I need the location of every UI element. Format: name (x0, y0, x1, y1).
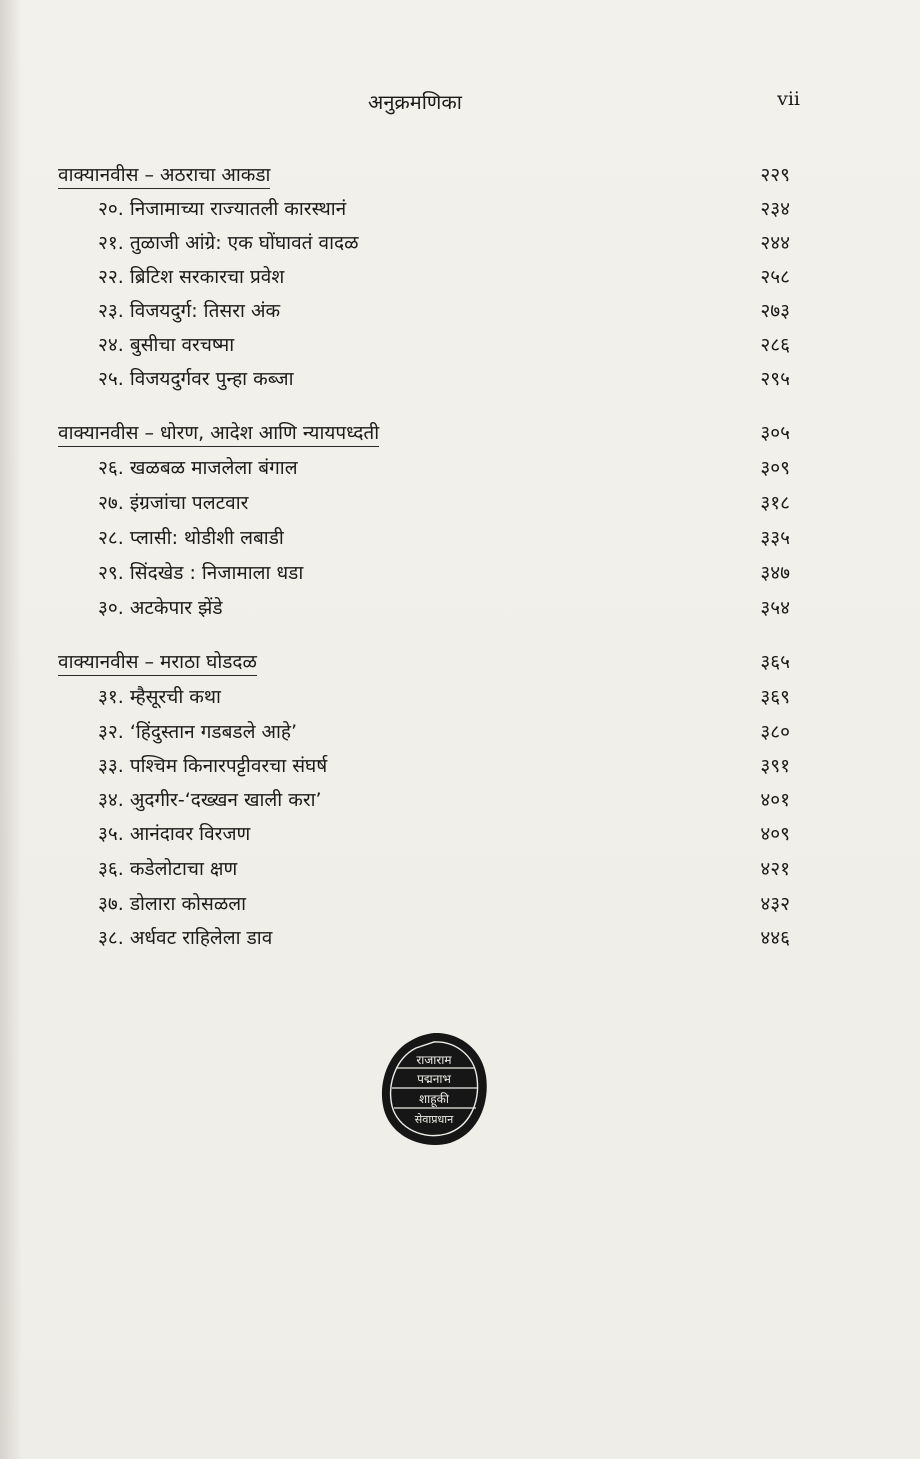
section-title[interactable]: वाक्यानवीस – अठराचा आकडा (58, 158, 558, 192)
toc-entry-page: ३४७ (760, 562, 790, 584)
toc-entry-page: ३६९ (760, 686, 790, 708)
toc-entry[interactable]: २५. विजयदुर्गवर पुन्हा कब्जा (98, 368, 294, 390)
toc-entry[interactable]: २१. तुळाजी आंग्रे: एक घोंघावतं वादळ (98, 232, 359, 254)
toc-entry[interactable]: ३७. डोलारा कोसळला (98, 893, 247, 915)
toc-entry[interactable]: ३०. अटकेपार झेंडे (98, 597, 223, 619)
toc-entry-page: ४३२ (760, 893, 790, 915)
toc-entry-page: २५८ (760, 266, 790, 288)
svg-text:सेवाप्रधान: सेवाप्रधान (414, 1113, 454, 1126)
toc-entry-page: २३४ (760, 198, 790, 220)
toc-entry-page: ३५४ (760, 597, 790, 619)
toc-entry[interactable]: २९. सिंदखेड : निजामाला धडा (98, 562, 304, 584)
toc-entry[interactable]: २३. विजयदुर्ग: तिसरा अंक (98, 300, 281, 322)
toc-entry-page: ४२१ (760, 858, 790, 880)
running-header-page-number: vii (777, 88, 800, 110)
section-page: ३६५ (760, 651, 790, 673)
toc-entry-page: ४०९ (760, 823, 790, 845)
svg-text:शाहूकी: शाहूकी (419, 1092, 449, 1106)
running-header-title: अनुक्रमणिका (368, 90, 462, 114)
toc-entry-page: ३३५ (760, 527, 790, 549)
toc-entry-page: २७३ (760, 300, 790, 322)
toc-entry[interactable]: २२. ब्रिटिश सरकारचा प्रवेश (98, 266, 285, 288)
toc-entry[interactable]: २०. निजामाच्या राज्यातली कारस्थानं (98, 198, 347, 220)
toc-entry-page: २४४ (760, 232, 790, 254)
toc-entry[interactable]: ३१. म्हैसूरची कथा (98, 686, 221, 708)
toc-entry[interactable]: ३२. ‘हिंदुस्तान गडबडले आहे’ (98, 721, 298, 743)
toc-entry[interactable]: ३४. अुदगीर-‘दख्खन खाली करा’ (98, 789, 322, 811)
svg-text:राजाराम: राजाराम (416, 1053, 452, 1067)
section-title[interactable]: वाक्यानवीस – मराठा घोडदळ (58, 645, 558, 679)
section-page: ३०५ (760, 422, 790, 444)
toc-entry-page: ३०९ (760, 457, 790, 479)
toc-entry[interactable]: २८. प्लासी: थोडीशी लबाडी (98, 527, 284, 549)
toc-entry[interactable]: २४. बुसीचा वरचष्मा (98, 334, 235, 356)
toc-entry[interactable]: ३८. अर्धवट राहिलेला डाव (98, 927, 273, 949)
toc-entry-page: ४४६ (760, 927, 790, 949)
toc-entry[interactable]: ३६. कडेलोटाचा क्षण (98, 858, 238, 880)
toc-entry[interactable]: २६. खळबळ माजलेला बंगाल (98, 457, 298, 479)
toc-entry-page: २८६ (760, 334, 790, 356)
toc-entry-page: २९५ (760, 368, 790, 390)
toc-entry[interactable]: ३३. पश्चिम किनारपट्टीवरचा संघर्ष (98, 755, 328, 777)
toc-entry-page: ३१८ (760, 492, 790, 514)
page-gutter-shadow (0, 0, 22, 1459)
toc-entry[interactable]: २७. इंग्रजांचा पलटवार (98, 492, 249, 514)
section-title[interactable]: वाक्यानवीस – धोरण, आदेश आणि न्यायपध्दती (58, 416, 558, 450)
toc-entry-page: ४०१ (760, 789, 790, 811)
toc-entry[interactable]: ३५. आनंदावर विरजण (98, 823, 251, 845)
svg-text:पद्मनाभ: पद्मनाभ (417, 1072, 451, 1086)
seal-stamp-icon (378, 1030, 490, 1148)
section-page: २२९ (760, 164, 790, 186)
toc-entry-page: ३८० (760, 721, 790, 743)
toc-entry-page: ३९१ (760, 755, 790, 777)
